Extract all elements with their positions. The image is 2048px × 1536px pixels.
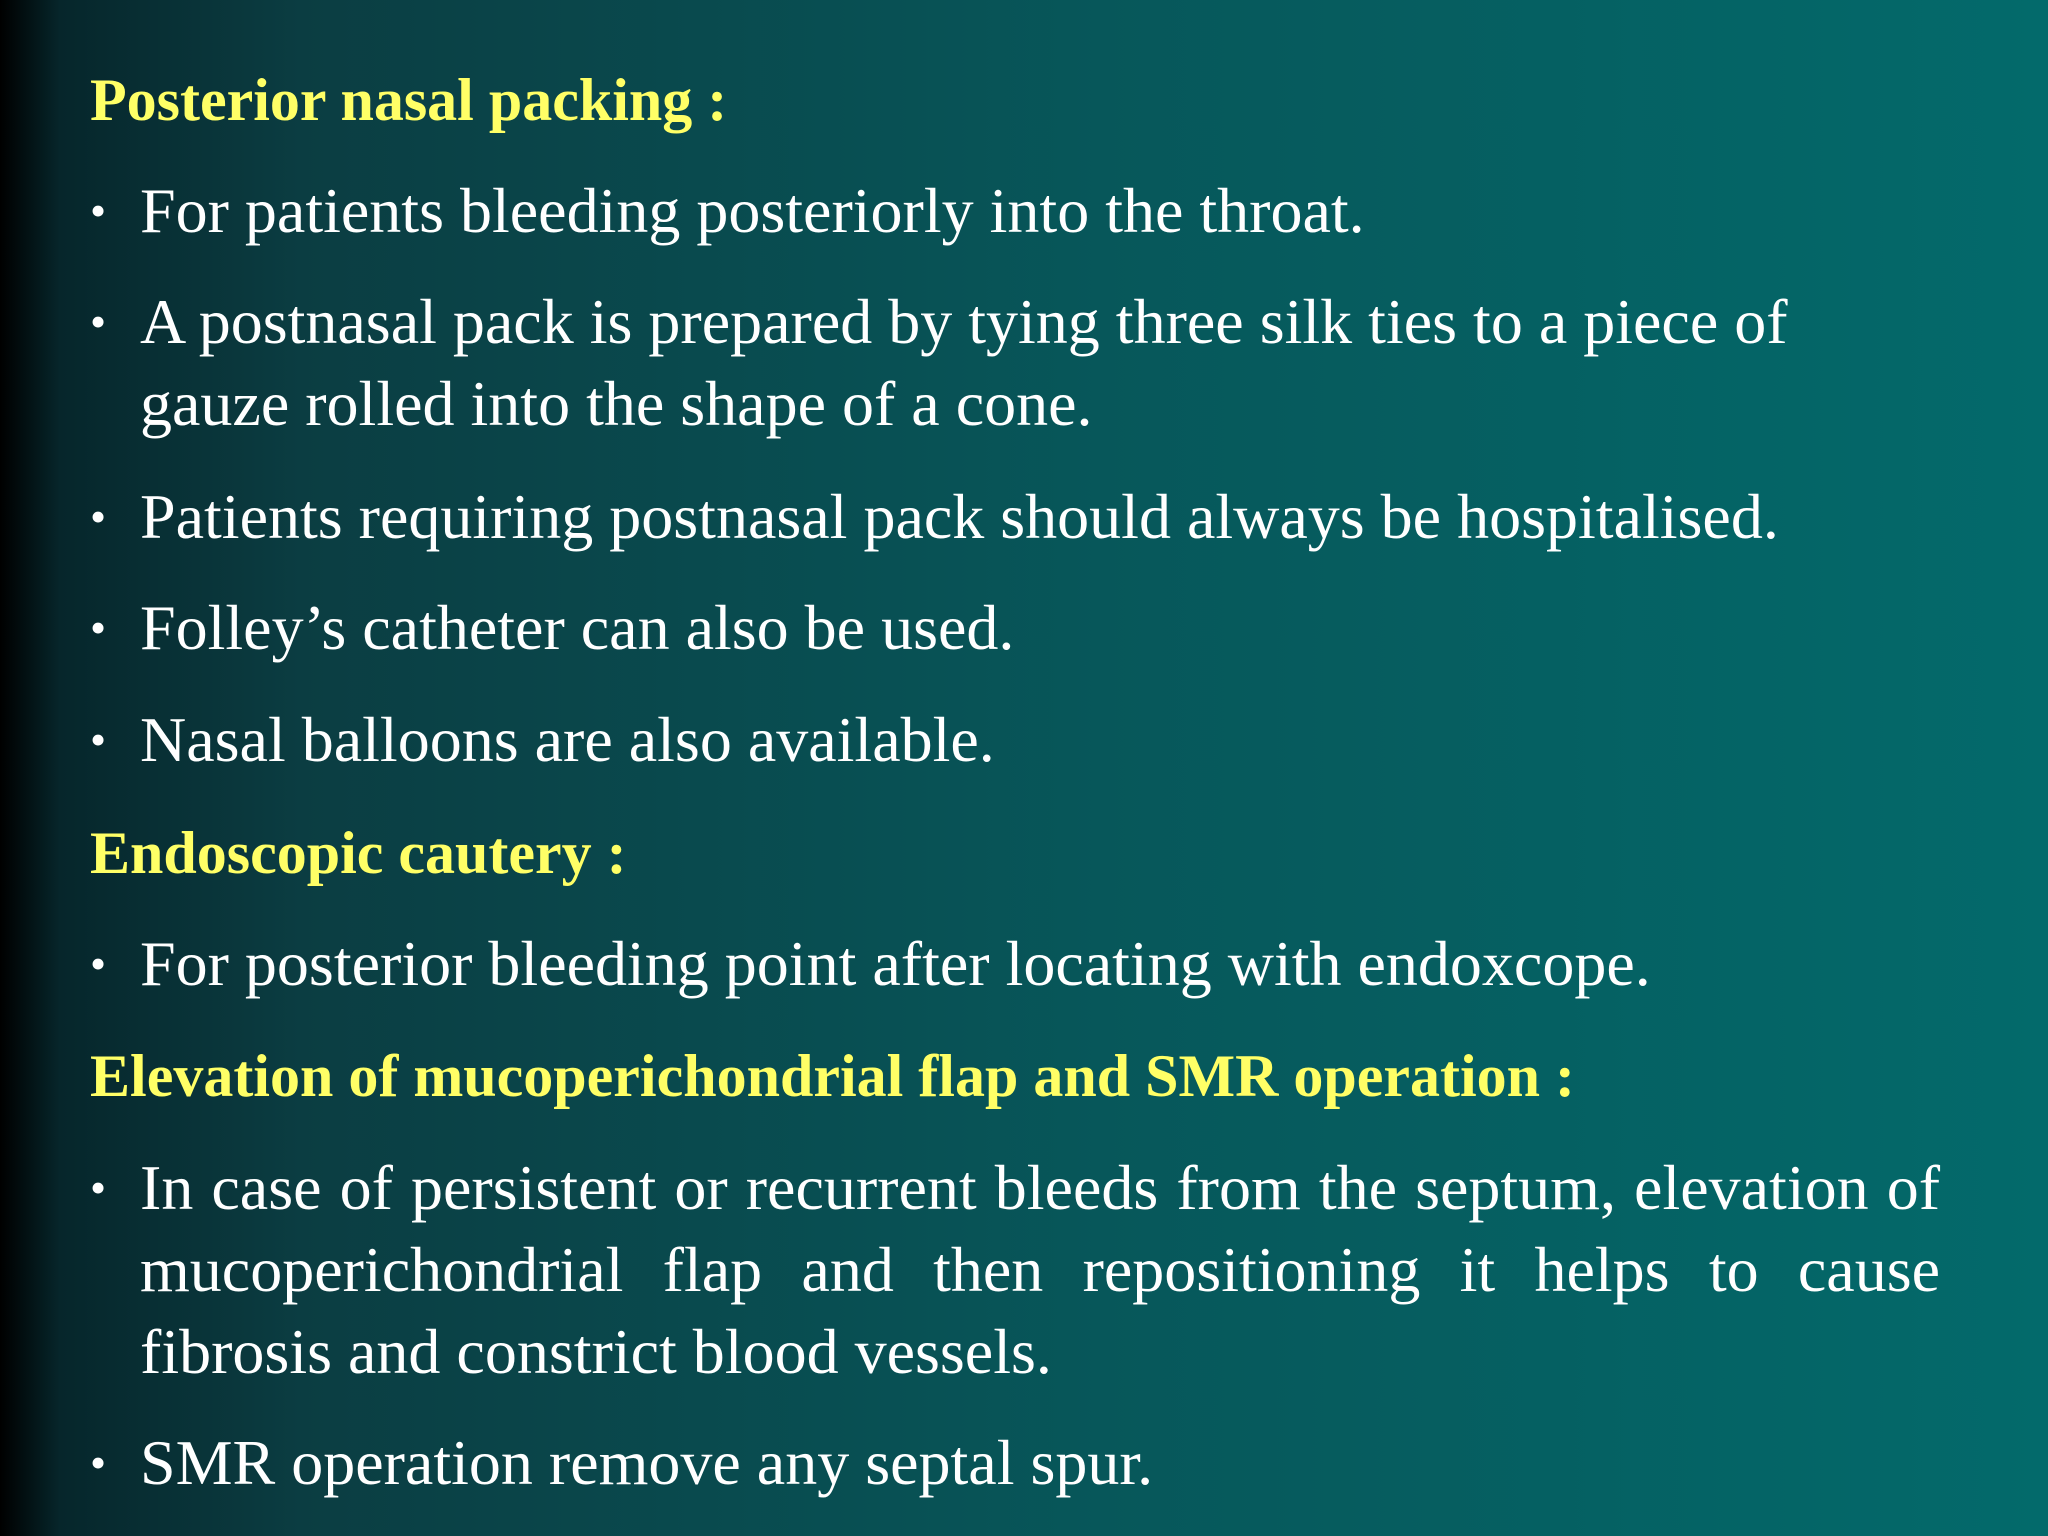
bullet-text: Patients requiring postnasal pack should always be hospitalised. (140, 481, 1779, 552)
bullet-item (90, 281, 1940, 445)
bullet-item (90, 587, 1940, 669)
bullet-dot-icon: • (90, 185, 107, 236)
bullet-dot-icon: • (90, 1437, 107, 1488)
bullet-dot-icon: • (90, 296, 107, 347)
bullet-item (90, 923, 1940, 1005)
bullet-text: For patients bleeding posteriorly into the throat. (140, 175, 1365, 246)
bullet-dot-icon: • (90, 938, 107, 989)
bullet-dot-icon: • (90, 602, 107, 653)
section-heading-endoscopic-cautery: Endoscopic cautery : (90, 820, 627, 886)
bullet-text: A postnasal pack is prepared by tying three silk ties to a piece of gauze rolled into the shape of a cone. (140, 286, 1788, 439)
bullet-text: For posterior bleeding point after locating with endoxcope. (140, 928, 1651, 999)
bullet-text: Folley’s catheter can also be used. (140, 592, 1015, 663)
bullet-dot-icon: • (90, 714, 107, 765)
section-heading-elevation-smr: Elevation of mucoperichondrial flap and SMR operation : (90, 1043, 1576, 1109)
bullet-item (90, 170, 1940, 252)
bullet-text: Nasal balloons are also available. (140, 704, 995, 775)
section-heading-posterior-nasal-packing: Posterior nasal packing : (90, 67, 728, 133)
bullet-item (90, 1147, 1940, 1393)
bullet-item (90, 1422, 1940, 1504)
bullet-text: SMR operation remove any septal spur. (140, 1427, 1154, 1498)
bullet-item (90, 699, 1940, 781)
bullet-text: In case of persistent or recurrent bleeds from the septum, elevation of mucoperichondrial flap and then repositioning it helps to cause fibrosis and constrict blood vessels. (140, 1152, 1940, 1387)
bullet-dot-icon: • (90, 491, 107, 542)
bullet-item (90, 476, 1940, 558)
bullet-dot-icon: • (90, 1162, 107, 1213)
